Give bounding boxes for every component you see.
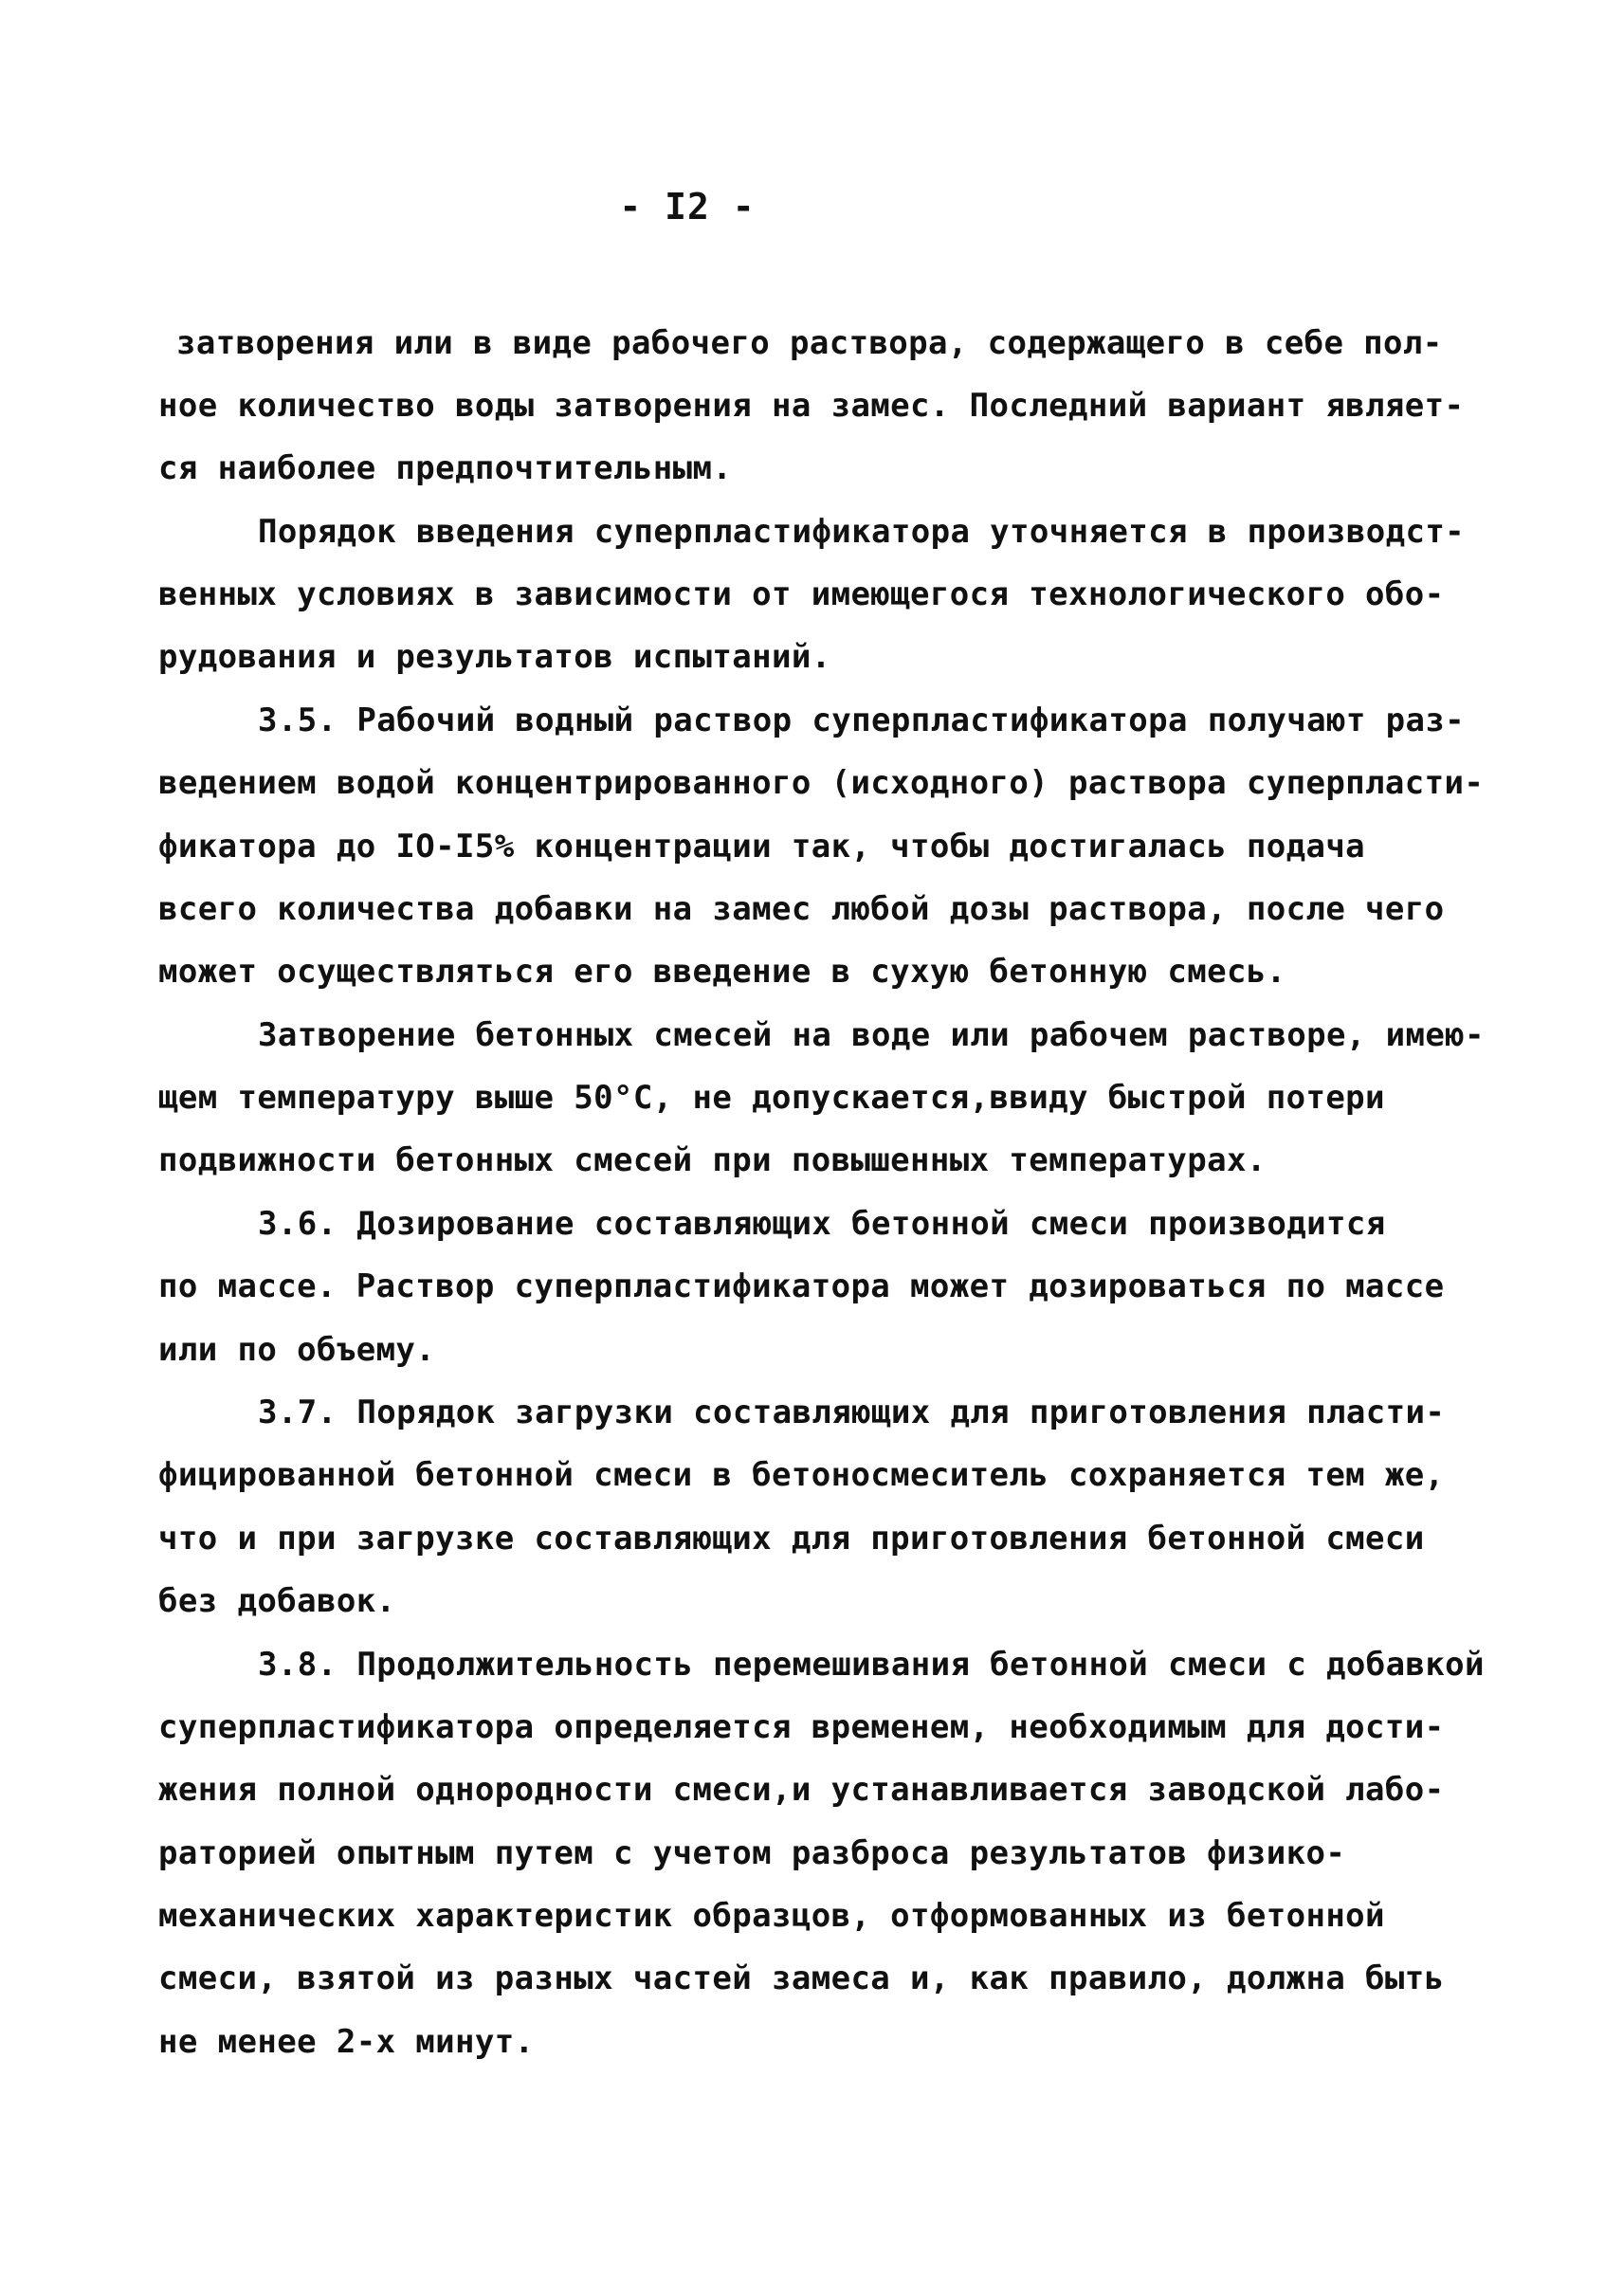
text-line: ведением водой концентрированного (исходного) раствора суперпласти-	[158, 764, 1485, 802]
text-line: фицированной бетонной смеси в бетоносмеситель сохраняется тем же,	[158, 1456, 1445, 1494]
text-line: 3.5. Рабочий водный раствор суперпластификатора получают раз-	[258, 702, 1466, 739]
text-line: без добавок.	[158, 1582, 396, 1620]
text-line: венных условиях в зависимости от имеющегося технологического обо-	[158, 575, 1445, 613]
text-line: механических характеристик образцов, отформованных из бетонной	[158, 1897, 1385, 1935]
text-line: смеси, взятой из разных частей замеса и, как правило, должна быть	[158, 1959, 1445, 1997]
text-line: что и при загрузке составляющих для приготовления бетонной смеси	[158, 1520, 1425, 1558]
text-line: не менее 2-х минут.	[158, 2023, 535, 2061]
text-line: суперпластификатора определяется временем, необходимым для дости-	[158, 1708, 1445, 1746]
text-line: щем температуру выше 50°C, не допускается,ввиду быстрой потери	[158, 1079, 1385, 1117]
text-line: ся наиболее предпочтительным.	[158, 449, 733, 487]
text-line: рудования и результатов испытаний.	[158, 638, 831, 676]
text-line: ное количество воды затворения на замес. Последний вариант являет-	[158, 387, 1465, 425]
text-line: затворения или в виде рабочего раствора, содержащего в себе пол-	[176, 324, 1443, 362]
page-number: - I2 -	[619, 186, 756, 228]
text-line: или по объему.	[158, 1331, 436, 1369]
text-line: Затворение бетонных смесей на воде или рабочем растворе, имею-	[258, 1016, 1485, 1054]
text-line: 3.6. Дозирование составляющих бетонной смеси производится	[258, 1205, 1386, 1243]
text-line: 3.8. Продолжительность перемешивания бетонной смеси с добавкой	[258, 1646, 1485, 1684]
text-line: подвижности бетонных смесей при повышенных температурах.	[158, 1141, 1267, 1179]
text-line: всего количества добавки на замес любой дозы раствора, после чего	[158, 890, 1445, 928]
text-line: раторией опытным путем с учетом разброса результатов физико-	[158, 1834, 1346, 1872]
text-line: Порядок введения суперпластификатора уточняется в производст-	[258, 513, 1466, 551]
text-line: 3.7. Порядок загрузки составляющих для приготовления пласти-	[258, 1394, 1446, 1431]
text-line: фикатора до IO-I5% концентрации так, чтобы достигалась подача	[158, 828, 1366, 866]
text-line: может осуществляться его введение в сухую бетонную смесь.	[158, 953, 1286, 991]
text-line: по массе. Раствор суперпластификатора может дозироваться по массе	[158, 1267, 1445, 1305]
text-line: жения полной однородности смеси,и устанавливается заводской лабо-	[158, 1771, 1445, 1809]
